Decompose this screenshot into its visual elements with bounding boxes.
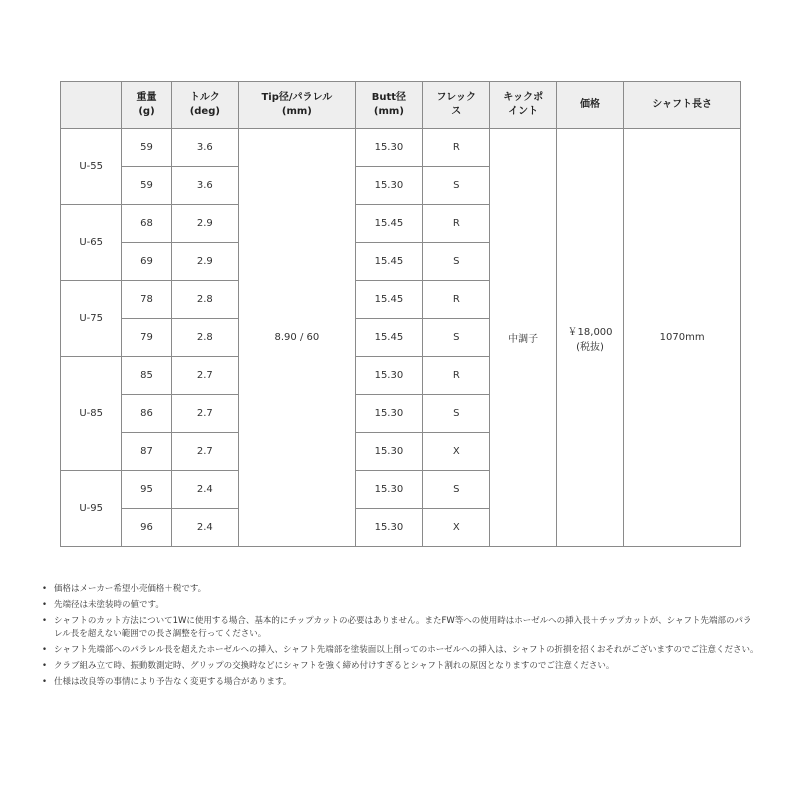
header-kick: キックポ イント <box>490 82 556 129</box>
note-item: • 先端径は未塗装時の値です。 <box>42 600 164 610</box>
header-torque: トルク (deg) <box>171 82 238 129</box>
torque-cell: 3.6 <box>171 167 238 205</box>
flex-cell: R <box>423 205 490 243</box>
bullet-icon: • <box>42 645 48 655</box>
bullet-icon: • <box>42 677 48 687</box>
butt-cell: 15.45 <box>355 205 422 243</box>
weight-cell: 86 <box>122 395 171 433</box>
torque-cell: 2.7 <box>171 433 238 471</box>
header-tip: Tip径/パラレル (mm) <box>239 82 356 129</box>
note-item: • 仕様は改良等の事情により予告なく変更する場合があります。 <box>42 677 292 687</box>
flex-cell: R <box>423 129 490 167</box>
flex-cell: R <box>423 281 490 319</box>
note-item: • クラブ組み立て時、振動数測定時、グリップの交換時などにシャフトを強く締め付けすぎるとシャフト割れの原因となりますのでご注意ください。 <box>42 661 615 671</box>
flex-cell: S <box>423 167 490 205</box>
note-item: • 価格はメーカー希望小売価格＋税です。 <box>42 584 207 594</box>
flex-cell: X <box>423 433 490 471</box>
butt-cell: 15.45 <box>355 319 422 357</box>
butt-cell: 15.30 <box>355 357 422 395</box>
price-cell <box>556 129 623 547</box>
weight-cell: 59 <box>122 167 171 205</box>
weight-cell: 69 <box>122 243 171 281</box>
shaft-spec-table <box>60 81 741 547</box>
table-row <box>61 129 741 167</box>
butt-cell: 15.30 <box>355 433 422 471</box>
butt-cell: 15.30 <box>355 509 422 547</box>
header-flex: フレック ス <box>423 82 490 129</box>
header-length: シャフト長さ <box>624 82 741 129</box>
price-note: (税抜) <box>576 341 604 353</box>
model-cell: U-85 <box>61 357 122 471</box>
flex-cell: R <box>423 357 490 395</box>
flex-cell: X <box>423 509 490 547</box>
weight-cell: 78 <box>122 281 171 319</box>
bullet-icon: • <box>42 661 48 671</box>
butt-cell: 15.45 <box>355 243 422 281</box>
header-model <box>61 82 122 129</box>
butt-cell: 15.30 <box>355 167 422 205</box>
torque-cell: 2.7 <box>171 357 238 395</box>
tip-cell: 8.90 / 60 <box>239 129 356 547</box>
price-value: ￥18,000 <box>567 326 613 338</box>
torque-cell: 2.4 <box>171 471 238 509</box>
model-cell: U-95 <box>61 471 122 547</box>
header-price: 価格 <box>556 82 623 129</box>
torque-cell: 3.6 <box>171 129 238 167</box>
weight-cell: 79 <box>122 319 171 357</box>
weight-cell: 95 <box>122 471 171 509</box>
torque-cell: 2.4 <box>171 509 238 547</box>
bullet-icon: • <box>42 600 48 610</box>
header-weight: 重量 (g) <box>122 82 171 129</box>
model-cell: U-75 <box>61 281 122 357</box>
weight-cell: 59 <box>122 129 171 167</box>
butt-cell: 15.30 <box>355 395 422 433</box>
torque-cell: 2.9 <box>171 205 238 243</box>
bullet-icon: • <box>42 584 48 594</box>
kick-cell: 中調子 <box>490 129 556 547</box>
torque-cell: 2.7 <box>171 395 238 433</box>
flex-cell: S <box>423 243 490 281</box>
model-cell: U-65 <box>61 205 122 281</box>
torque-cell: 2.8 <box>171 319 238 357</box>
note-item: • シャフトのカット方法について1Wに使用する場合、基本的にチップカットの必要はありません。またFW等への使用時はホーゼルへの挿入長＋チップカットが、シャフト先端部のパラレル長を超えない範囲での長さ調整を行ってください。 <box>42 616 752 639</box>
torque-cell: 2.9 <box>171 243 238 281</box>
note-item: • シャフト先端部へのパラレル長を超えたホーゼルへの挿入、シャフト先端部を塗装面以上削ってのホーゼルへの挿入は、シャフトの折損を招くおそれがございますのでご注意ください。 <box>42 645 759 655</box>
flex-cell: S <box>423 319 490 357</box>
weight-cell: 68 <box>122 205 171 243</box>
notes-list <box>40 583 760 692</box>
butt-cell: 15.45 <box>355 281 422 319</box>
model-cell: U-55 <box>61 129 122 205</box>
header-butt: Butt径 (mm) <box>355 82 422 129</box>
weight-cell: 87 <box>122 433 171 471</box>
flex-cell: S <box>423 471 490 509</box>
flex-cell: S <box>423 395 490 433</box>
bullet-icon: • <box>42 616 48 626</box>
torque-cell: 2.8 <box>171 281 238 319</box>
length-cell: 1070mm <box>624 129 741 547</box>
weight-cell: 85 <box>122 357 171 395</box>
butt-cell: 15.30 <box>355 471 422 509</box>
weight-cell: 96 <box>122 509 171 547</box>
butt-cell: 15.30 <box>355 129 422 167</box>
table-header-row <box>61 82 741 129</box>
